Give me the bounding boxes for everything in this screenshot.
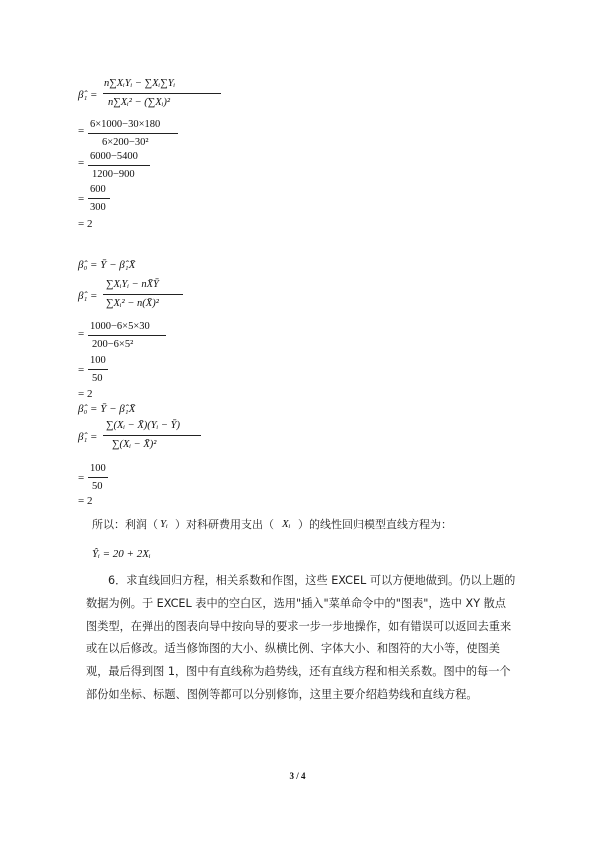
step1-denominator: 6×200−30²: [102, 137, 149, 148]
formula-numerator: n∑XᵢYᵢ − ∑Xᵢ∑Yᵢ: [104, 78, 176, 89]
regression-equation: Ŷᵢ = 20 + 2Xᵢ: [92, 548, 151, 560]
step1-denominator: 200−6×5²: [92, 339, 134, 350]
beta0-formula: β̂₀ = Ȳ − β̂₁X̄: [78, 259, 136, 271]
formula-denominator: ∑Xᵢ² − n(X̄)²: [106, 298, 159, 309]
fraction-bar: [88, 198, 110, 199]
step1-numerator: 1000−6×5×30: [90, 321, 150, 332]
step1-denominator: 50: [92, 481, 103, 492]
result-line: = 2: [78, 388, 93, 400]
fraction-bar: [88, 369, 108, 370]
y-variable: Yᵢ: [160, 518, 168, 530]
fraction-bar: [88, 477, 108, 478]
formula-numerator: ∑XᵢYᵢ − nX̄Ȳ: [106, 279, 159, 290]
step1-numerator: 100: [90, 463, 106, 474]
step1-numerator: 6×1000−30×180: [90, 119, 161, 130]
equals-sign: =: [78, 193, 85, 205]
beta0-formula: β̂₀ = Ȳ − β̂₁X̄: [78, 403, 136, 415]
equals-sign: =: [78, 125, 85, 137]
step2-denominator: 1200−900: [92, 169, 135, 180]
equals-sign: =: [78, 472, 85, 484]
fraction-bar: [103, 294, 183, 295]
fraction-bar: [103, 435, 201, 436]
formula-denominator: ∑(Xᵢ − X̄)²: [112, 439, 157, 450]
fraction-bar: [88, 133, 178, 134]
beta1-label: β̂₁ =: [78, 89, 98, 101]
equals-sign: =: [78, 157, 85, 169]
step2-denominator: 50: [92, 373, 103, 384]
beta1-label: β̂₁ =: [78, 431, 98, 443]
equals-sign: =: [78, 328, 85, 340]
formula-numerator: ∑(Xᵢ − X̄)(Yᵢ − Ȳ): [106, 420, 180, 431]
step3-denominator: 300: [90, 202, 106, 213]
page-number: 3 / 4: [289, 771, 306, 781]
fraction-bar: [88, 165, 150, 166]
beta1-label: β̂₁ =: [78, 290, 98, 302]
step3-numerator: 600: [90, 184, 106, 195]
conclusion-text-c: ）的线性回归模型直线方程为：: [298, 518, 452, 531]
fraction-bar: [103, 93, 221, 94]
x-variable: Xᵢ: [282, 518, 291, 530]
step2-numerator: 6000−5400: [90, 151, 138, 162]
step2-numerator: 100: [90, 355, 106, 366]
conclusion-text-a: 所以：利润（: [92, 518, 158, 531]
result-line: = 2: [78, 218, 93, 230]
result-line: = 2: [78, 495, 93, 507]
formula-denominator: n∑Xᵢ² − (∑Xᵢ)²: [108, 97, 170, 108]
fraction-bar: [88, 335, 166, 336]
conclusion-text-b: ）对科研费用支出（: [175, 518, 274, 531]
paragraph-6: 6．求直线回归方程，相关系数和作图，这些 EXCEL 可以方便地做到。仍以上题的数据为例。于 EXCEL 表中的空白区，选用"插入"菜单命令中的"图表"，选中 XY 散点图类型，在弹出的图表向导中按向导的要求一步一步地操作，如有错误可以返回去重来或在以后修改。适当修饰图的大小、纵横比例、字体大小、和图符的大小等，使图美观，最后得到图 1，图中有直线称为趋势线，还有直线方程和相关系数。图中的每一个部份如坐标、标题、图例等都可以分别修饰，这里主要介绍趋势线和直线方程。: [86, 574, 516, 701]
equals-sign: =: [78, 364, 85, 376]
